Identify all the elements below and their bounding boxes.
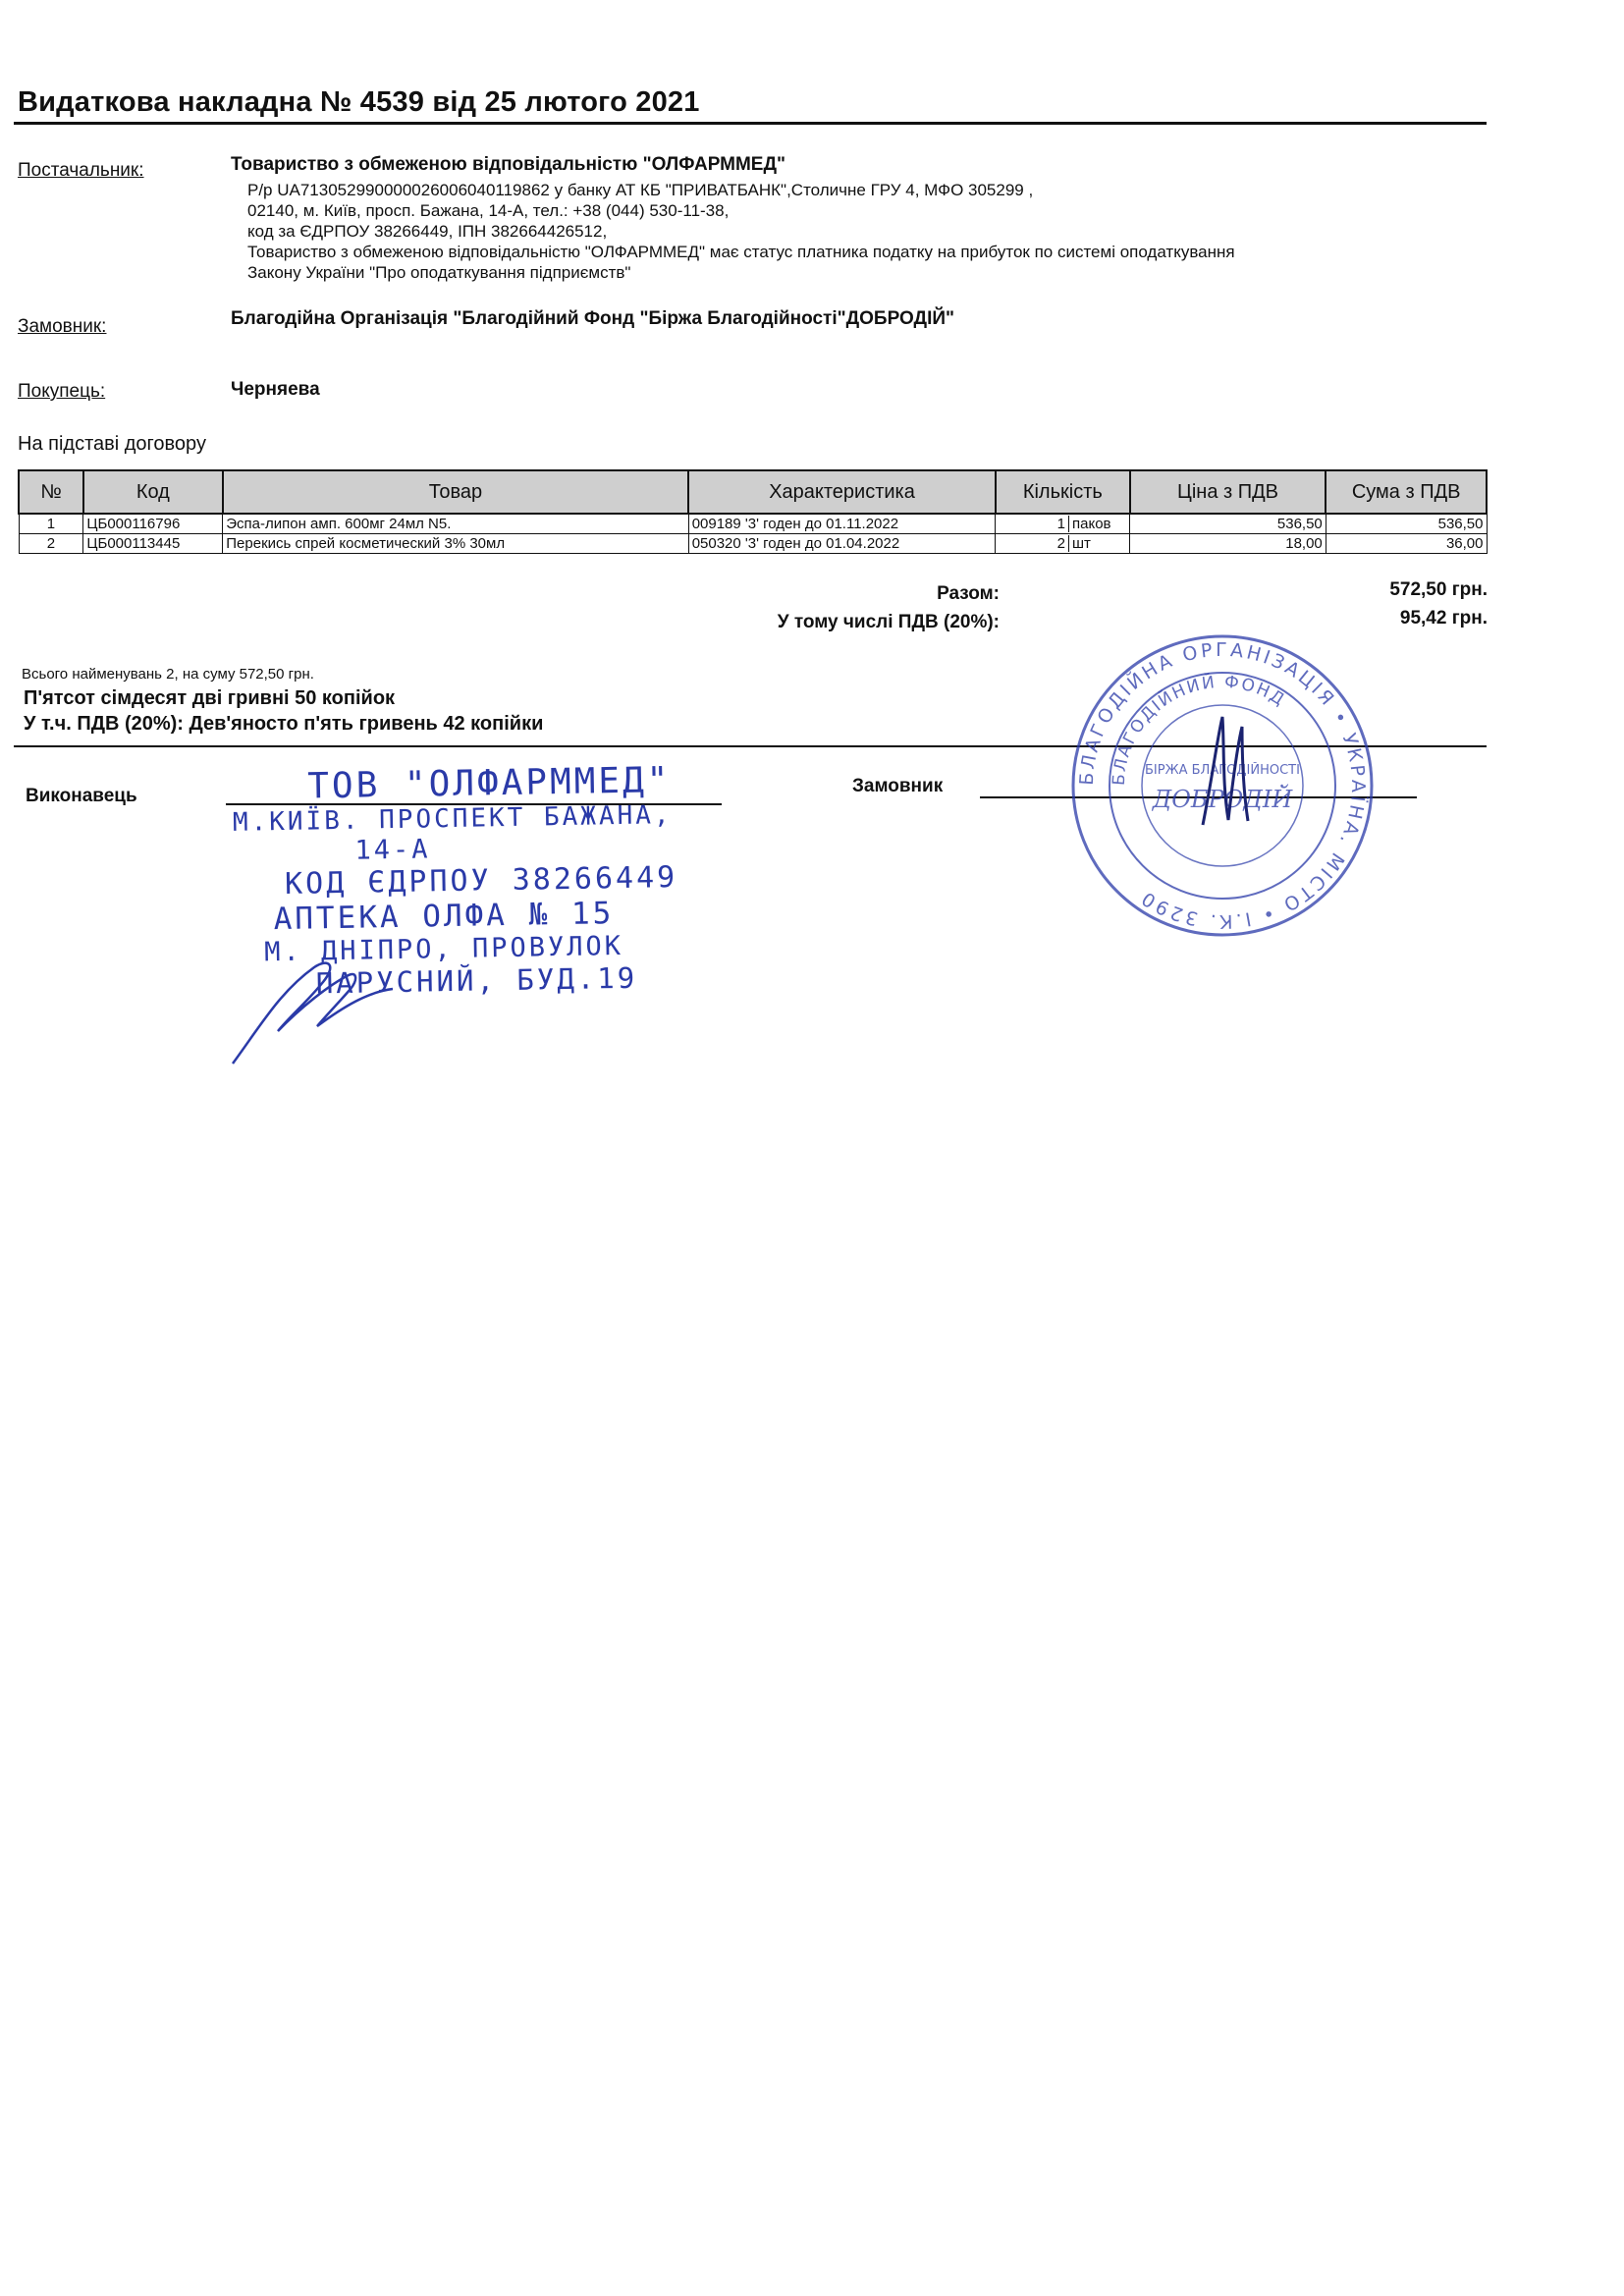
stamp-line: АПТЕКА ОЛФА № 15 xyxy=(273,896,615,938)
row-unit: шт xyxy=(1072,535,1091,552)
stamp-line: КОД ЄДРПОУ 38266449 xyxy=(284,859,678,902)
row-spec: 050320 '3' годен до 01.04.2022 xyxy=(688,534,996,554)
supplier-name: Товариство з обмеженою відповідальністю "ОЛФАРММЕД" xyxy=(231,154,786,175)
executor-label: Виконавець xyxy=(26,786,137,806)
stamp-center-main: ДОБРОДІЙ xyxy=(1152,786,1293,813)
row-code: ЦБ000113445 xyxy=(83,534,223,554)
row-quantity xyxy=(996,534,1130,554)
supplier-label: Постачальник: xyxy=(18,160,144,181)
header-price: Ціна з ПДВ xyxy=(1130,470,1326,514)
stamp-line: ПАРУСНИЙ, БУД.19 xyxy=(315,960,638,1001)
vat-value: 95,42 грн. xyxy=(1399,608,1488,629)
table-row xyxy=(19,534,1487,554)
stamp-line: ТОВ "ОЛФАРММЕД" xyxy=(306,760,672,807)
row-sum: 536,50 xyxy=(1326,514,1487,534)
row-product: Перекись спрей косметический 3% 30мл xyxy=(223,534,688,554)
supplier-details xyxy=(247,180,1235,283)
stamp-center-top: БІРЖА БЛАГОДІЙНОСТІ xyxy=(1145,763,1300,778)
supplier-detail-line: Закону України "Про оподаткування підприємств" xyxy=(247,263,631,282)
stamp-inner-text: БЛАГОДІЙНИЙ ФОНД xyxy=(1109,672,1289,787)
header-number: № xyxy=(19,470,83,514)
supplier-detail-line: код за ЄДРПОУ 38266449, ІПН 382664426512, xyxy=(247,222,608,241)
stamp-line: М.КИЇВ. ПРОСПЕКТ БАЖАНА, xyxy=(232,800,673,838)
supplier-detail-line: Р/р UA713052990000026006040119862 у банку АТ КБ "ПРИВАТБАНК",Столичне ГРУ 4, МФО 305299 , xyxy=(247,181,1034,199)
supplier-detail-line: Товариство з обмеженою відповідальністю "ОЛФАРММЕД" має статус платника податку на прибуток по системі оподаткування xyxy=(247,243,1235,261)
row-price: 536,50 xyxy=(1130,514,1326,534)
stamp-line: М. ДНІПРО, ПРОВУЛОК xyxy=(263,930,624,968)
items-table xyxy=(18,469,1488,554)
table-header-row xyxy=(19,470,1487,514)
row-sum: 36,00 xyxy=(1326,534,1487,554)
customer-name: Благодійна Організація "Благодійний Фонд "Біржа Благодійності"ДОБРОДІЙ" xyxy=(231,308,955,329)
row-qty-value: 1 xyxy=(996,516,1069,532)
title-divider xyxy=(14,122,1487,125)
row-qty-value: 2 xyxy=(996,535,1069,552)
supplier-detail-line: 02140, м. Київ, просп. Бажана, 14-А, тел.: +38 (044) 530-11-38, xyxy=(247,201,730,220)
row-price: 18,00 xyxy=(1130,534,1326,554)
amount-in-words: П'ятсот сімдесят дві гривні 50 копійок xyxy=(24,687,396,709)
header-code: Код xyxy=(83,470,223,514)
vat-label: У тому числі ПДВ (20%): xyxy=(777,612,1000,632)
header-product: Товар xyxy=(223,470,688,514)
row-quantity xyxy=(996,514,1130,534)
customer-round-stamp xyxy=(1065,629,1380,943)
header-spec: Характеристика xyxy=(688,470,996,514)
header-quantity: Кількість xyxy=(996,470,1130,514)
buyer-name: Черняева xyxy=(231,379,320,400)
items-count-line: Всього найменувань 2, на суму 572,50 грн. xyxy=(22,666,314,683)
row-product: Эспа-липон амп. 600мг 24мл N5. xyxy=(223,514,688,534)
row-code: ЦБ000116796 xyxy=(83,514,223,534)
header-sum: Сума з ПДВ xyxy=(1326,470,1487,514)
buyer-label: Покупець: xyxy=(18,381,106,402)
document-title: Видаткова накладна № 4539 від 25 лютого 2021 xyxy=(18,86,700,118)
customer-signature-label: Замовник xyxy=(852,776,944,796)
vat-in-words: У т.ч. ПДВ (20%): Дев'яносто п'ять гривень 42 копійки xyxy=(24,713,544,735)
stamp-outer-text: БЛАГОДІЙНА ОРГАНІЗАЦІЯ • УКРАЇНА. МІСТО • І.К. 3290 xyxy=(1075,638,1370,933)
customer-label: Замовник: xyxy=(18,316,107,337)
table-row xyxy=(19,514,1487,534)
row-spec: 009189 '3' годен до 01.11.2022 xyxy=(688,514,996,534)
row-number: 2 xyxy=(19,534,83,554)
total-value: 572,50 грн. xyxy=(1389,579,1488,600)
total-label: Разом: xyxy=(937,583,1000,604)
row-number: 1 xyxy=(19,514,83,534)
executor-signature xyxy=(221,938,417,1070)
stamp-line: 14-А xyxy=(354,834,431,866)
contract-basis: На підставі договору xyxy=(18,433,206,455)
row-unit: паков xyxy=(1072,516,1111,532)
